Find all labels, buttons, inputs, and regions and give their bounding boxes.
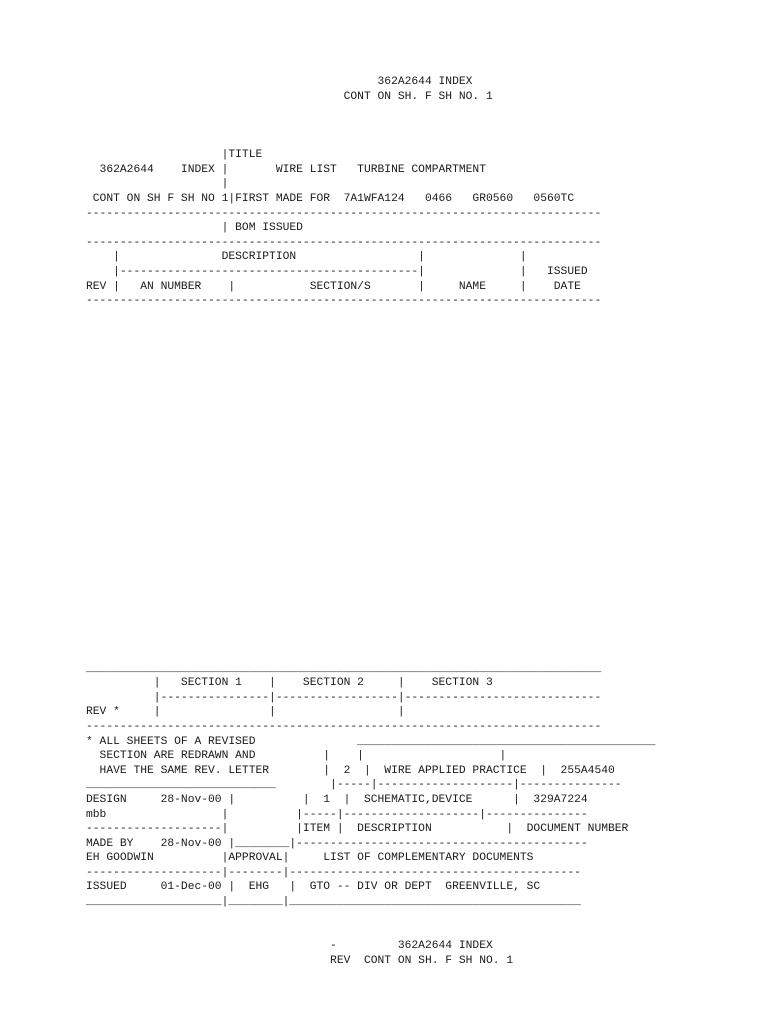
rule-2: ---------------------------------------------------------------------------- [86, 237, 602, 249]
section-subrule-line: |----------------|------------------|----------------------------- [86, 692, 602, 704]
item-description-header-line: --------------------| |ITEM | DESCRIPTION | DOCUMENT NUMBER [86, 823, 629, 835]
column-header-line: REV | AN NUMBER | SECTION/S | NAME | DATE [86, 281, 581, 293]
top-header-line-1: 362A2644 INDEX [86, 76, 473, 88]
description-header-line: | DESCRIPTION | | [86, 251, 527, 263]
revision-note-line-2: SECTION ARE REDRAWN AND | | | [86, 750, 507, 762]
description-subrule-line: |--------------------------------------------| | ISSUED [86, 266, 588, 278]
title-line: 362A2644 INDEX | WIRE LIST TURBINE COMPARTMENT [86, 164, 486, 176]
issued-line: ISSUED 01-Dec-00 | EHG | GTO -- DIV OR DEPT GREENVILLE, SC [86, 881, 541, 893]
first-made-for-line: CONT ON SH F SH NO 1|FIRST MADE FOR 7A1WFA124 0466 GR0560 0560TC [86, 193, 575, 205]
revision-note-line-3: HAVE THE SAME REV. LETTER | 2 | WIRE APPLIED PRACTICE | 255A4540 [86, 765, 615, 777]
title-label-line: |TITLE [86, 149, 263, 161]
made-by-line: MADE BY 28-Nov-00 |________|------------------------------------------- [86, 838, 588, 850]
footer-top-rule: ____________________________________________________________________________ [86, 663, 602, 675]
footer-rule-2: ____________________________ |-----|--------------------|--------------- [86, 779, 622, 791]
design-line: DESIGN 28-Nov-00 | | 1 | SCHEMATIC,DEVICE | 329A7224 [86, 794, 588, 806]
designer-initials-line: mbb | |-----|--------------------|--------------- [86, 809, 588, 821]
approval-line: EH GOODWIN |APPROVAL| LIST OF COMPLEMENTARY DOCUMENTS [86, 852, 534, 864]
footer-rule-3: --------------------|--------|------------------------------------------- [86, 867, 581, 879]
rule-1: ---------------------------------------------------------------------------- [86, 208, 602, 220]
section-header-line: | SECTION 1 | SECTION 2 | SECTION 3 [86, 677, 493, 689]
bottom-header-line-2: REV CONT ON SH. F SH NO. 1 [86, 955, 514, 967]
title-spacer-line: | [86, 178, 229, 190]
footer-bottom-rule: ____________________|________|___________________________________________ [86, 896, 581, 908]
rule-3: ---------------------------------------------------------------------------- [86, 295, 602, 307]
footer-rule-1: ---------------------------------------------------------------------------- [86, 721, 602, 733]
revision-note-line-1: * ALL SHEETS OF A REVISED ____________________________________________ [86, 736, 656, 748]
rev-star-line: REV * | | | [86, 706, 405, 718]
bottom-header-line-1: - 362A2644 INDEX [86, 940, 493, 952]
top-header-line-2: CONT ON SH. F SH NO. 1 [86, 91, 493, 103]
bom-issued-line: | BOM ISSUED [86, 222, 303, 234]
